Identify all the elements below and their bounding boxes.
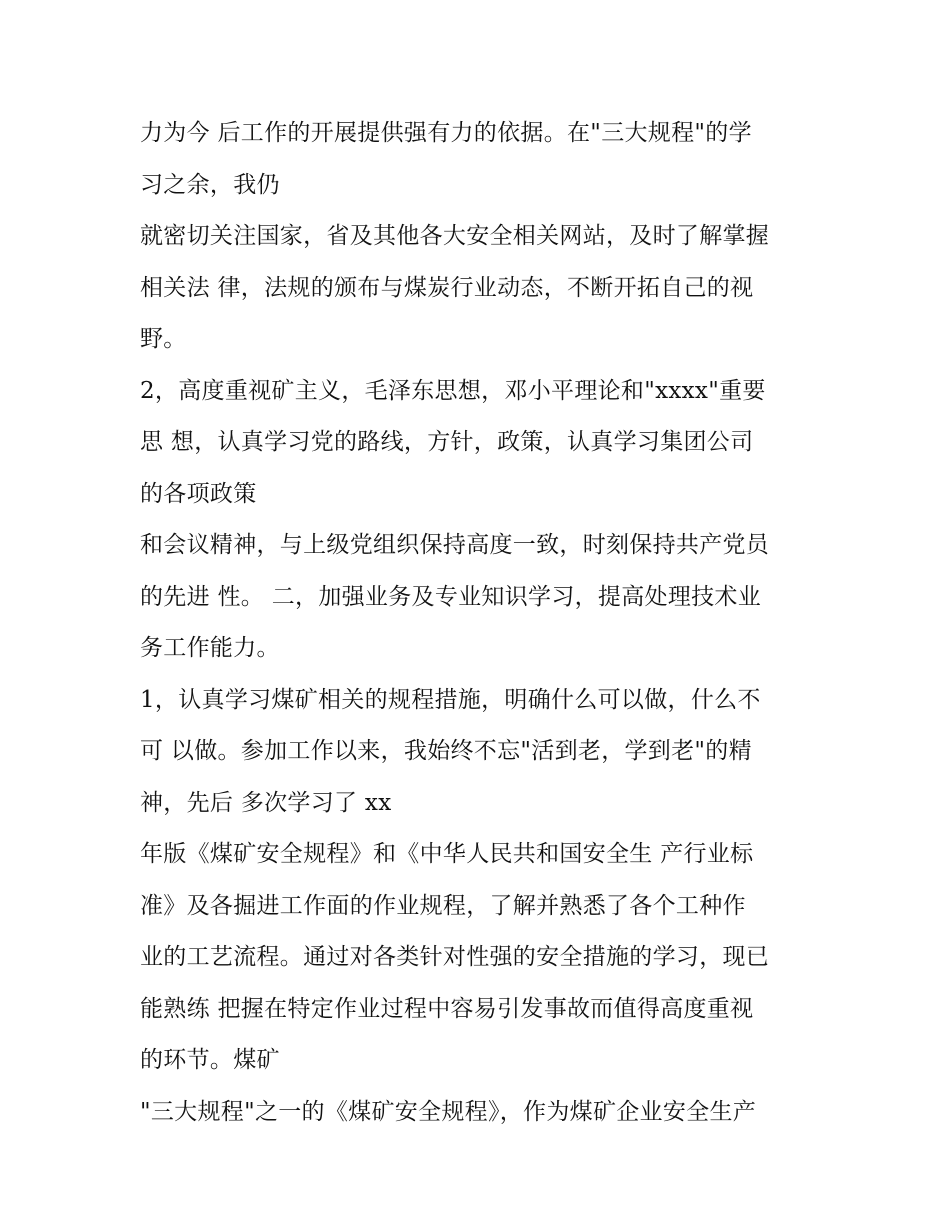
body-text [140,108,830,1138]
text-line: 习之余，我仍 [140,171,280,198]
text-line: 的环节。煤矿 [140,1047,280,1073]
text-line: 就密切关注国家，省及其他各大安全相关网站，及时了解掌握 [140,223,770,249]
text-line: 相关法 律，法规的颁布与煤炭行业动态，不断开拓自己的视 [140,274,754,301]
text-line: 神，先后 多次学习了 xx [140,789,392,816]
text-line: 的各项政策 [140,480,257,507]
text-line: 准》及各掘进工作面的作业规程，了解并熟悉了各个工种作 [140,892,746,919]
text-line: 务工作能力。 [140,635,280,661]
text-line: 年版《煤矿安全规程》和《中华人民共和国安全生 产行业标 [140,841,754,867]
text-line: 可 以做。参加工作以来，我始终不忘"活到老，学到老"的精 [140,738,752,764]
text-line: 1，认真学习煤矿相关的规程措施，明确什么可以做，什么不 [140,686,761,713]
text-line: 野。 [140,326,187,352]
text-line: 力为今 后工作的开展提供强有力的依据。在"三大规程"的学 [140,120,752,146]
text-line: 和会议精神，与上级党组织保持高度一致，时刻保持共产党员 [140,532,770,558]
text-line: 思 想，认真学习党的路线，方针，政策，认真学习集团公司 [140,429,754,455]
text-line: 能熟练 把握在特定作业过程中容易引发事故而值得高度重视 [140,995,754,1022]
text-line: 的先进 性。 二，加强业务及专业知识学习，提高处理技术业 [140,583,762,610]
text-line: "三大规程"之一的《煤矿安全规程》，作为煤矿企业安全生产 [140,1098,757,1125]
text-line: 业的工艺流程。通过对各类针对性强的安全措施的学习，现已 [140,944,770,970]
text-line: 2，高度重视矿主义，毛泽东思想，邓小平理论和"xxxx"重要 [140,377,766,404]
